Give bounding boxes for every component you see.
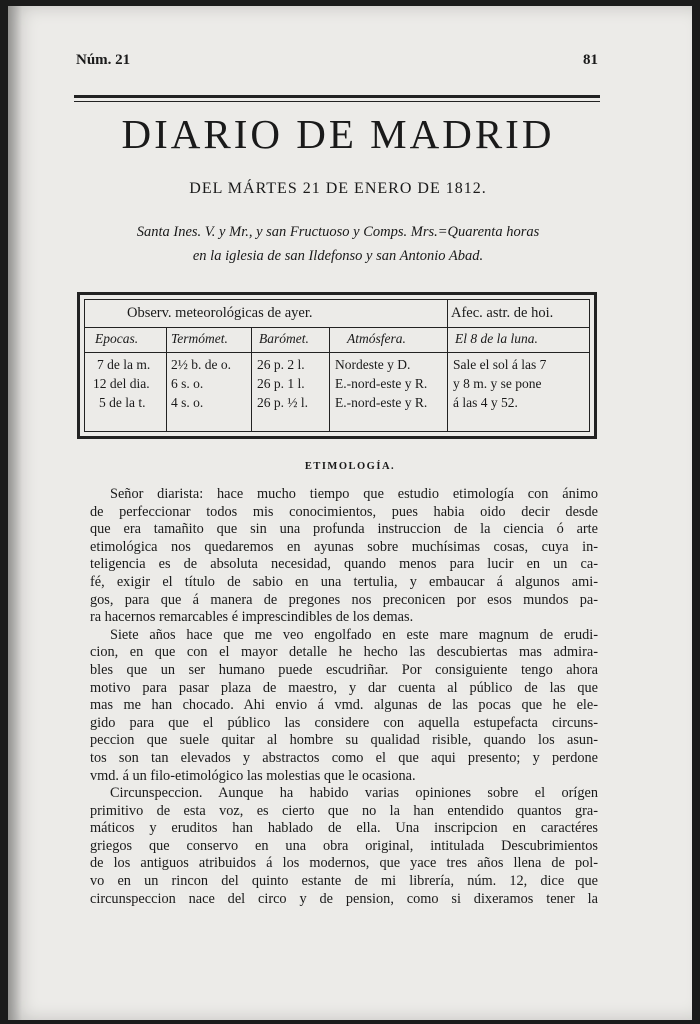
text-line: etimológica nos quedaremos en ayunas sobre muchísimas cosas, cuya in- [90, 538, 598, 555]
article-body [90, 486, 598, 908]
cell-barometro: 26 p. 1 l. [257, 376, 305, 391]
col-header-barometro: Barómet. [259, 331, 309, 346]
cell-epoca: 5 de la t. [99, 395, 146, 410]
text-line: gido para que el público las considere con aquella estupefacta circuns- [90, 714, 598, 731]
column-rule [329, 327, 330, 431]
cell-epoca: 12 del dia. [93, 376, 150, 391]
text-line: de los antiguos atribuidos á los modernos, que yace tres años llena de pol- [90, 855, 598, 872]
column-rule [447, 300, 448, 431]
astro-line: Sale el sol á las 7 [453, 357, 547, 372]
text-line: peccion que suele quitar al hombre su qualidad risible, quando los asun- [90, 732, 598, 749]
saints-of-day [78, 220, 598, 268]
page-number: 81 [583, 52, 598, 68]
weather-caption: Observ. meteorológicas de ayer. [127, 305, 313, 321]
masthead-title: DIARIO DE MADRID [121, 111, 555, 157]
dateline: DEL MÁRTES 21 DE ENERO DE 1812. [189, 180, 487, 197]
col-header-epocas: Epocas. [95, 331, 139, 346]
column-rule [251, 327, 252, 431]
cell-termometro: 6 s. o. [171, 376, 204, 391]
text-line: fé, exigir el título de sabio en una tertulia, y embaucar á algunos ami- [90, 573, 598, 590]
text-line: griegos que conservo en una obra original, intitulada Descubrimientos [90, 837, 598, 854]
text-line: Señor diarista: hace mucho tiempo que estudio etimología con ánimo [110, 486, 598, 502]
header-rule-top [74, 95, 600, 98]
column-rule [166, 327, 167, 431]
cell-atmosfera: Nordeste y D. [335, 357, 411, 372]
col-header-termometro: Termómet. [171, 331, 228, 346]
text-line: Siete años hace que me veo engolfado en este mare magnum de erudi- [110, 626, 598, 643]
table-rule [85, 327, 589, 328]
astro-line: á las 4 y 52. [453, 395, 518, 410]
text-line: circunspeccion nace del circo y de pension, como si dixeramos tener la [90, 890, 598, 907]
text-line: ra hacernos remarcables é imprescindibles de los demas. [90, 609, 414, 626]
issue-number: Núm. 21 [76, 52, 131, 68]
text-line: motivo para pasar plaza de maestro, y dar cuenta al público de las que [90, 679, 598, 696]
text-line: bles que un ser humano puede escudriñar. Por consiguiente tengo ahora [90, 661, 598, 678]
weather-table [77, 292, 597, 439]
astro-line: y 8 m. y se pone [453, 376, 542, 391]
text-line: vmd. á un filo-etimológico las molestias que le ocasiona. [90, 767, 416, 784]
col-header-luna: El 8 de la luna. [455, 331, 538, 346]
text-line: teligencia es de absoluta necesidad, quando menos para lucir en un ca- [90, 556, 598, 573]
text-line: de perfeccionar todos mis conocimientos, pues habia oido decir desde [90, 503, 598, 520]
article-title: ETIMOLOGÍA. [304, 461, 396, 472]
col-header-atmosfera: Atmósfera. [347, 331, 406, 346]
newspaper-page [8, 6, 692, 1020]
cell-barometro: 26 p. ½ l. [257, 395, 309, 410]
text-line: mas me han chocado. Ahi envio á vmd. algunas de las pocas que he ele- [90, 697, 598, 714]
saints-line: Santa Ines. V. y Mr., y san Fructuoso y Comps. Mrs.=Quarenta horas [136, 224, 540, 240]
text-line: que era tamañito que sin una profunda instruccion de la ciencia ó arte [90, 521, 598, 538]
text-line: primitivo de esta voz, es cierto que no la han entendido quantos gra- [90, 802, 598, 819]
cell-epoca: 7 de la m. [97, 357, 151, 372]
text-line: vo en un rincon del quinto estante de mi librería, núm. 12, dice que [90, 873, 598, 890]
text-line: gos, para que á manera de pregones nos preconicen por esos mundos pa- [90, 591, 598, 608]
page-header [76, 52, 598, 74]
cell-atmosfera: E.-nord-este y R. [335, 395, 428, 410]
cell-termometro: 2½ b. de o. [171, 357, 231, 372]
header-rule-bottom [74, 101, 600, 102]
astro-caption: Afec. astr. de hoi. [451, 305, 554, 321]
saints-line: en la iglesia de san Ildefonso y san Antonio Abad. [192, 248, 484, 264]
text-line: cion, en que con el mayor detalle he hecho las descubiertas mas admira- [90, 644, 598, 661]
text-line: máticos y eruditos han hablado de ella. Una inscripcion en caractéres [90, 820, 598, 837]
cell-barometro: 26 p. 2 l. [257, 357, 305, 372]
cell-atmosfera: E.-nord-este y R. [335, 376, 428, 391]
text-line: tos son tan elevados y abstractos como el que aqui presento; y perdone [90, 749, 598, 766]
text-line: Circunspeccion. Aunque ha habido varias opiniones sobre el orígen [110, 785, 598, 802]
table-rule [85, 352, 589, 353]
cell-termometro: 4 s. o. [171, 395, 204, 410]
